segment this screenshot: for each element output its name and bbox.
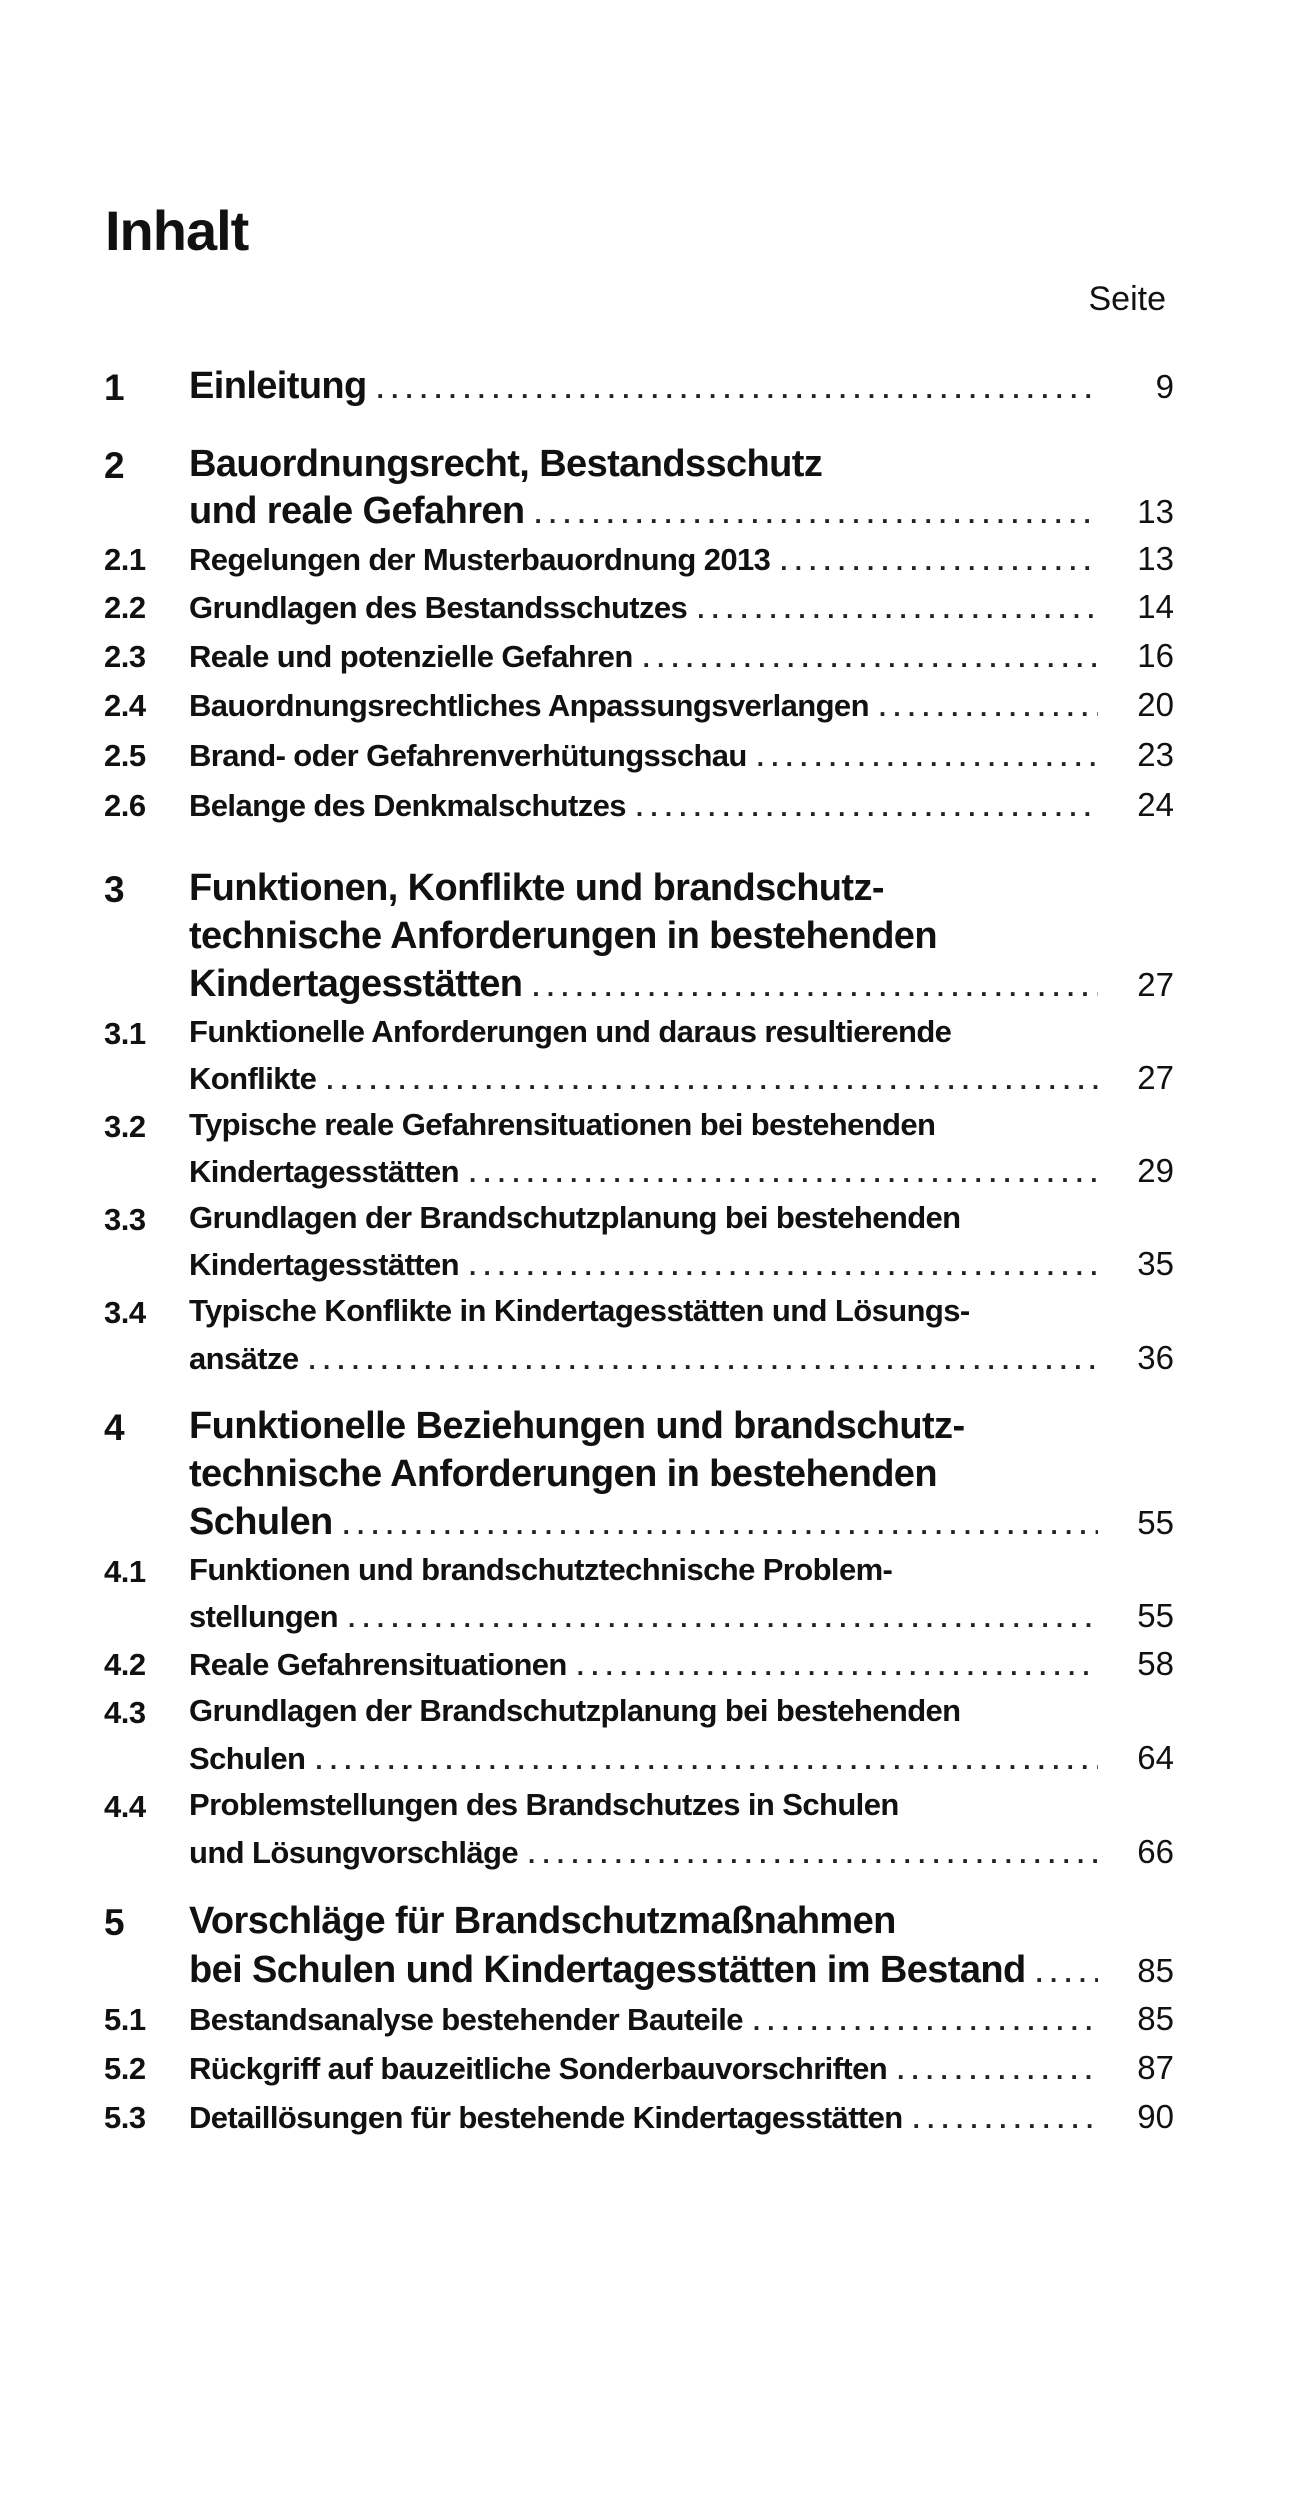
toc-entry-title-line: Typische reale Gefahrensituationen bei bestehenden [189, 1107, 936, 1142]
dot-leader [315, 1745, 1098, 1776]
toc-entry-row [189, 490, 1174, 533]
toc-entry-page-number: 87 [1137, 2049, 1174, 2086]
toc-entry-title-line: Kindertagesstätten [189, 1247, 459, 1282]
toc-entry-number: 2.1 [104, 542, 146, 577]
toc-entry-title-line: technische Anforderungen in bestehenden [189, 915, 937, 957]
toc-entry-number: 4.4 [104, 1789, 146, 1824]
dot-leader [753, 2006, 1098, 2037]
toc-entry-row [189, 1645, 1174, 1683]
toc-entry-title-line: Detaillösungen für bestehende Kindertagesstätten [189, 2100, 903, 2135]
toc-entry-number: 3.3 [104, 1202, 146, 1237]
toc-entry-page-number: 85 [1137, 1952, 1174, 1989]
toc-entry-title-line: Problemstellungen des Brandschutzes in Schulen [189, 1787, 899, 1822]
toc-entry-number: 1 [104, 367, 125, 408]
dot-leader [577, 1651, 1098, 1682]
toc-entry-title-line: Brand- oder Gefahrenverhütungsschau [189, 738, 747, 773]
toc-entry-row [189, 686, 1174, 724]
toc-entry-page-number: 66 [1137, 1833, 1174, 1870]
dot-leader [377, 374, 1098, 405]
page-title: Inhalt [105, 199, 249, 262]
toc-entry-title-line: bei Schulen und Kindertagesstätten im Bestand [189, 1949, 1026, 1991]
toc-entry-title-line: Regelungen der Musterbauordnung 2013 [189, 542, 771, 577]
toc-entry-row [189, 1597, 1174, 1635]
toc-entry-row [189, 1152, 1174, 1190]
toc-entry-title-line: und reale Gefahren [189, 490, 525, 532]
dot-leader [343, 1510, 1098, 1541]
toc-entry-row [189, 1339, 1174, 1377]
toc-entry-number: 2.6 [104, 788, 146, 823]
toc-entry-title-line: technische Anforderungen in bestehenden [189, 1453, 937, 1495]
dot-leader [535, 499, 1098, 530]
toc-entry-page-number: 24 [1137, 786, 1174, 823]
toc-entry-title-line: Funktionen und brandschutztechnische Problem- [189, 1552, 893, 1587]
toc-entry-row [189, 2000, 1174, 2038]
toc-entry-row [189, 1739, 1174, 1777]
dot-leader [326, 1065, 1098, 1096]
toc-entry-title-line: und Lösungvorschläge [189, 1835, 519, 1870]
toc-entry-row [189, 365, 1174, 408]
toc-entry-page-number: 27 [1137, 966, 1174, 1003]
dot-leader [528, 1839, 1098, 1870]
dot-leader [879, 692, 1098, 723]
toc-entry-number: 2.4 [104, 688, 146, 723]
toc-entry-number: 4.3 [104, 1695, 146, 1730]
dot-leader [636, 792, 1098, 823]
toc-entry-number: 3.2 [104, 1109, 146, 1144]
toc-entry-page-number: 16 [1137, 637, 1174, 674]
toc-entry-row [189, 1059, 1174, 1097]
toc-entry-title-line: Grundlagen der Brandschutzplanung bei bestehenden [189, 1693, 961, 1728]
toc-entry-title-line: Schulen [189, 1741, 306, 1776]
toc-entry-page-number: 64 [1137, 1739, 1174, 1776]
toc-entry-row [189, 540, 1174, 578]
toc-entry-number: 3.1 [104, 1016, 146, 1051]
toc-entry-title-line: Funktionen, Konflikte und brandschutz- [189, 867, 884, 909]
toc-entry-title-line: Bauordnungsrechtliches Anpassungsverlangen [189, 688, 869, 723]
toc-entry-title-line: Bauordnungsrecht, Bestandsschutz [189, 443, 823, 485]
toc-entry-title-line: Grundlagen des Bestandsschutzes [189, 590, 688, 625]
toc-entry-row [189, 2098, 1174, 2136]
toc-entry-page-number: 9 [1155, 368, 1174, 405]
dot-leader [532, 972, 1098, 1003]
toc-entry-title-line: Bestandsanalyse bestehender Bauteile [189, 2002, 743, 2037]
toc-entry-page-number: 55 [1137, 1504, 1174, 1541]
toc-entry-number: 5.2 [104, 2051, 146, 2086]
toc-entry-page-number: 20 [1137, 686, 1174, 723]
toc-entry-page-number: 13 [1137, 493, 1174, 530]
toc-entry-page-number: 58 [1137, 1645, 1174, 1682]
dot-leader [643, 643, 1098, 674]
toc-entry-row [189, 1949, 1174, 1992]
toc-entry-title-line: Konflikte [189, 1061, 317, 1096]
toc-entry-number: 2 [104, 445, 125, 486]
dot-leader [757, 742, 1098, 773]
toc-entry-title-line: Einleitung [189, 365, 367, 407]
toc-entry-number: 3 [104, 869, 125, 910]
dot-leader [697, 594, 1098, 625]
toc-entry-number: 2.3 [104, 639, 146, 674]
toc-entry-row [189, 1245, 1174, 1283]
toc-entry-row [189, 1501, 1174, 1544]
toc-entry-page-number: 14 [1137, 588, 1174, 625]
toc-entry-title-line: Belange des Denkmalschutzes [189, 788, 626, 823]
toc-entry-number: 5 [104, 1902, 125, 1943]
toc-entry-row [189, 637, 1174, 675]
toc-entry-page-number: 29 [1137, 1152, 1174, 1189]
toc-entry-title-line: Typische Konflikte in Kindertagesstätten und Lösungs- [189, 1293, 970, 1328]
toc-entry-row [189, 736, 1174, 774]
toc-entry-number: 4 [104, 1407, 125, 1448]
toc-entry-row [189, 786, 1174, 824]
toc-entry-row [189, 2049, 1174, 2087]
toc-entry-number: 4.2 [104, 1647, 146, 1682]
toc-entry-page-number: 36 [1137, 1339, 1174, 1376]
toc-entry-title-line: Reale Gefahrensituationen [189, 1647, 567, 1682]
toc-entry-title-line: Schulen [189, 1501, 333, 1543]
toc-entry-page-number: 13 [1137, 540, 1174, 577]
toc-entry-number: 5.1 [104, 2002, 146, 2037]
dot-leader [897, 2055, 1098, 2086]
toc-entry-title-line: Reale und potenzielle Gefahren [189, 639, 633, 674]
toc-entry-row [189, 1833, 1174, 1871]
toc-entry-number: 5.3 [104, 2100, 146, 2135]
toc-entry-row [189, 963, 1174, 1006]
toc-entry-title-line: Rückgriff auf bauzeitliche Sonderbauvorschriften [189, 2051, 888, 2086]
toc-entry-title-line: stellungen [189, 1599, 339, 1634]
dot-leader [780, 546, 1098, 577]
toc-entry-title-line: Grundlagen der Brandschutzplanung bei bestehenden [189, 1200, 961, 1235]
toc-entry-title-line: ansätze [189, 1341, 299, 1376]
toc-entry-page-number: 23 [1137, 736, 1174, 773]
toc-entry-page-number: 90 [1137, 2098, 1174, 2135]
toc-entry-title-line: Kindertagesstätten [189, 963, 523, 1005]
toc-entry-row [189, 588, 1174, 626]
dot-leader [348, 1603, 1098, 1634]
dot-leader [469, 1251, 1098, 1282]
dot-leader [1036, 1958, 1098, 1989]
toc-entry-page-number: 27 [1137, 1059, 1174, 1096]
toc-entry-title-line: Funktionelle Beziehungen und brandschutz- [189, 1405, 965, 1447]
toc-entry-page-number: 35 [1137, 1245, 1174, 1282]
toc-entry-page-number: 85 [1137, 2000, 1174, 2037]
toc-entry-number: 3.4 [104, 1295, 146, 1330]
toc-entry-title-line: Funktionelle Anforderungen und daraus resultierende [189, 1014, 952, 1049]
dot-leader [309, 1345, 1098, 1376]
toc-entry-page-number: 55 [1137, 1597, 1174, 1634]
toc-entry-title-line: Kindertagesstätten [189, 1154, 459, 1189]
toc-entry-number: 4.1 [104, 1554, 146, 1589]
toc-entry-number: 2.2 [104, 590, 146, 625]
toc-entry-title-line: Vorschläge für Brandschutzmaßnahmen [189, 1900, 896, 1942]
dot-leader [469, 1158, 1098, 1189]
dot-leader [913, 2104, 1098, 2135]
toc-entry-number: 2.5 [104, 738, 146, 773]
page-column-label: Seite [1088, 280, 1166, 318]
